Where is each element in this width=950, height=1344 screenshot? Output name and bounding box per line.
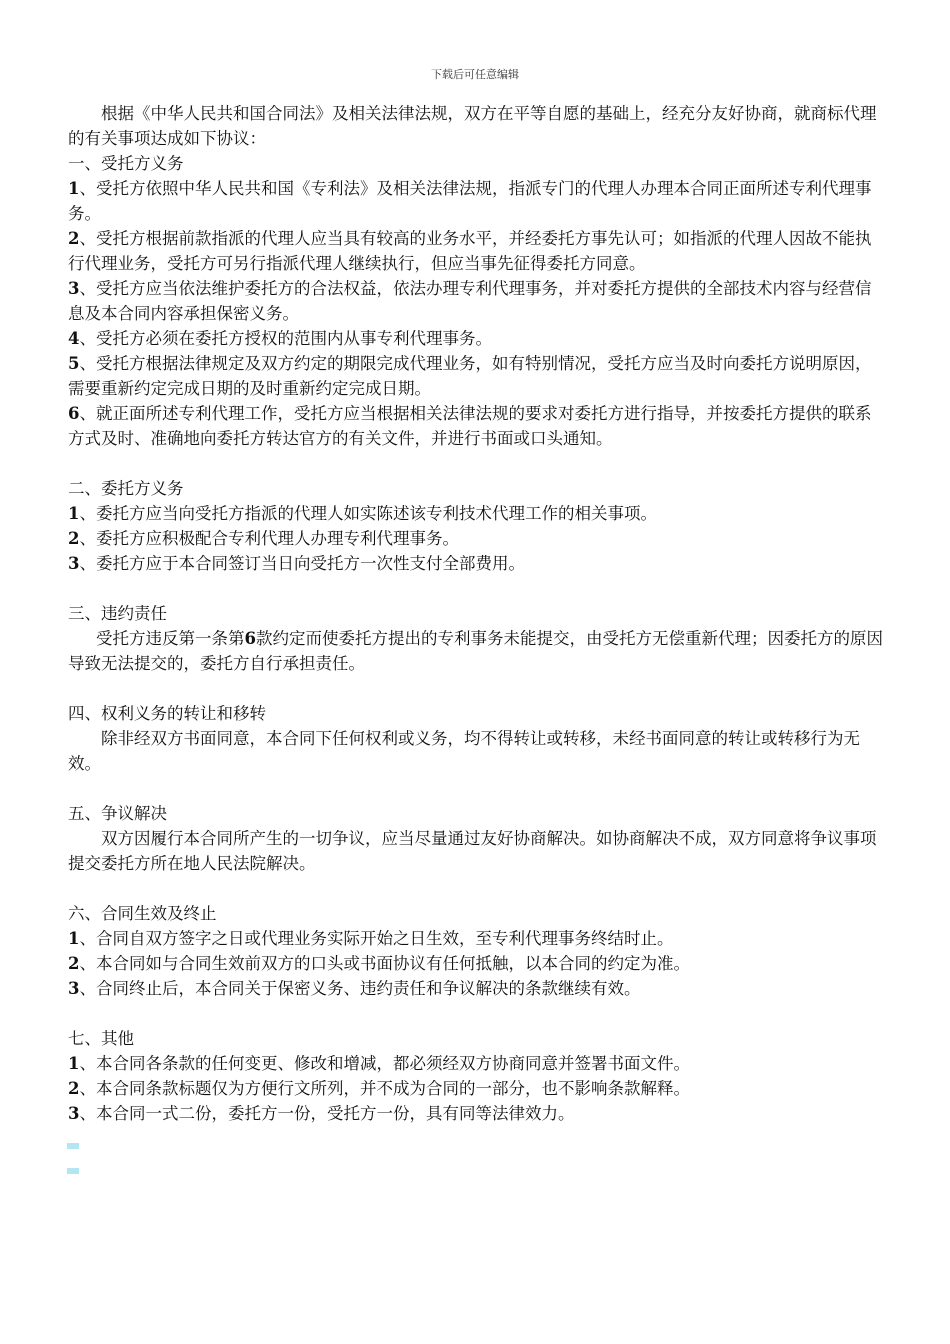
- paragraph-mark: [67, 1143, 79, 1149]
- section-title: 六、合同生效及终止: [68, 904, 217, 923]
- clause-text: 、本合同各条款的任何变更、修改和增减，都必须经双方协商同意并签署书面文件。: [79, 1054, 690, 1073]
- clause-number: 2: [68, 229, 80, 248]
- clause-number: 4: [68, 329, 80, 348]
- clause: [68, 951, 884, 976]
- clause-number: 3: [68, 1104, 80, 1123]
- section-paragraph: [68, 626, 884, 676]
- paragraph-text: 款约定而使委托方提出的专利事务未能提交，由受托方无偿重新代理；因委托方的原因导致无法提交的，委托方自行承担责任。: [68, 629, 884, 673]
- clause: [68, 526, 884, 551]
- clause-number: 6: [68, 404, 80, 423]
- clause-text: 、委托方应于本合同签订当日向受托方一次性支付全部费用。: [79, 554, 525, 573]
- clause-text: 、受托方根据法律规定及双方约定的期限完成代理业务，如有特别情况，受托方应当及时向委托方说明原因，需要重新约定完成日期的及时重新约定完成日期。: [68, 354, 872, 398]
- clause-number: 1: [68, 929, 80, 948]
- clause: [68, 226, 884, 276]
- section-title: 七、其他: [68, 1029, 134, 1048]
- clause-reference-number: 6: [244, 629, 257, 648]
- section-paragraph: 除非经双方书面同意，本合同下任何权利或义务，均不得转让或转移，未经书面同意的转让或转移行为无效。: [68, 729, 860, 773]
- page-header: 下载后可任意编辑: [431, 68, 519, 81]
- spacer: [68, 576, 884, 601]
- clause-number: 3: [68, 279, 80, 298]
- intro-paragraph: 根据《中华人民共和国合同法》及相关法律法规，双方在平等自愿的基础上，经充分友好协商，就商标代理的有关事项达成如下协议：: [68, 104, 877, 148]
- clause: [68, 401, 884, 451]
- clause: [68, 276, 884, 326]
- clause-text: 、本合同一式二份，委托方一份，受托方一份，具有同等法律效力。: [79, 1104, 575, 1123]
- section-title: 三、违约责任: [68, 604, 167, 623]
- clause-number: 5: [68, 354, 80, 373]
- clause-text: 、本合同如与合同生效前双方的口头或书面协议有任何抵触，以本合同的约定为准。: [79, 954, 690, 973]
- section-paragraph: 双方因履行本合同所产生的一切争议，应当尽量通过友好协商解决。如协商解决不成，双方同意将争议事项提交委托方所在地人民法院解决。: [68, 829, 877, 873]
- clause-text: 、合同自双方签字之日或代理业务实际开始之日生效，至专利代理事务终结时止。: [79, 929, 674, 948]
- clause: [68, 976, 884, 1001]
- spacer: [68, 1001, 884, 1026]
- clause-number: 2: [68, 529, 80, 548]
- clause: [68, 176, 884, 226]
- clause-number: 3: [68, 979, 80, 998]
- clause: [68, 1051, 884, 1076]
- clause-text: 、本合同条款标题仅为方便行文所列，并不成为合同的一部分，也不影响条款解释。: [79, 1079, 690, 1098]
- clause: [68, 501, 884, 526]
- clause: [68, 1101, 884, 1126]
- clause-number: 2: [68, 1079, 80, 1098]
- clause-number: 1: [68, 504, 80, 523]
- clause-text: 、受托方根据前款指派的代理人应当具有较高的业务水平，并经委托方事先认可；如指派的代理人因故不能执行代理业务，受托方可另行指派代理人继续执行，但应当事先征得委托方同意。: [68, 229, 872, 273]
- section-title: 五、争议解决: [68, 804, 167, 823]
- clause-text: 、受托方应当依法维护委托方的合法权益，依法办理专利代理事务，并对委托方提供的全部技术内容与经营信息及本合同内容承担保密义务。: [68, 279, 872, 323]
- clause-text: 、就正面所述专利代理工作，受托方应当根据相关法律法规的要求对委托方进行指导，并按委托方提供的联系方式及时、准确地向委托方转达官方的有关文件，并进行书面或口头通知。: [68, 404, 872, 448]
- clause-number: 1: [68, 1054, 80, 1073]
- clause-text: 、合同终止后，本合同关于保密义务、违约责任和争议解决的条款继续有效。: [79, 979, 641, 998]
- section-title: 四、权利义务的转让和移转: [68, 704, 266, 723]
- clause-text: 、受托方必须在委托方授权的范围内从事专利代理事务。: [79, 329, 492, 348]
- spacer: [68, 876, 884, 901]
- clause-number: 3: [68, 554, 80, 573]
- clause: [68, 326, 884, 351]
- paragraph-text: 受托方违反第一条第: [96, 629, 245, 648]
- clause: [68, 1076, 884, 1101]
- clause: [68, 351, 884, 401]
- paragraph-mark: [67, 1168, 79, 1174]
- clause: [68, 926, 884, 951]
- spacer: [68, 776, 884, 801]
- spacer: [68, 676, 884, 701]
- contract-body: [68, 101, 884, 1126]
- clause-number: 2: [68, 954, 80, 973]
- section-title: 二、委托方义务: [68, 479, 184, 498]
- clause-number: 1: [68, 179, 80, 198]
- clause-text: 、受托方依照中华人民共和国《专利法》及相关法律法规，指派专门的代理人办理本合同正面所述专利代理事务。: [68, 179, 872, 223]
- section-title: 一、受托方义务: [68, 154, 184, 173]
- spacer: [68, 451, 884, 476]
- clause-text: 、委托方应当向受托方指派的代理人如实陈述该专利技术代理工作的相关事项。: [79, 504, 657, 523]
- clause-text: 、委托方应积极配合专利代理人办理专利代理事务。: [79, 529, 459, 548]
- clause: [68, 551, 884, 576]
